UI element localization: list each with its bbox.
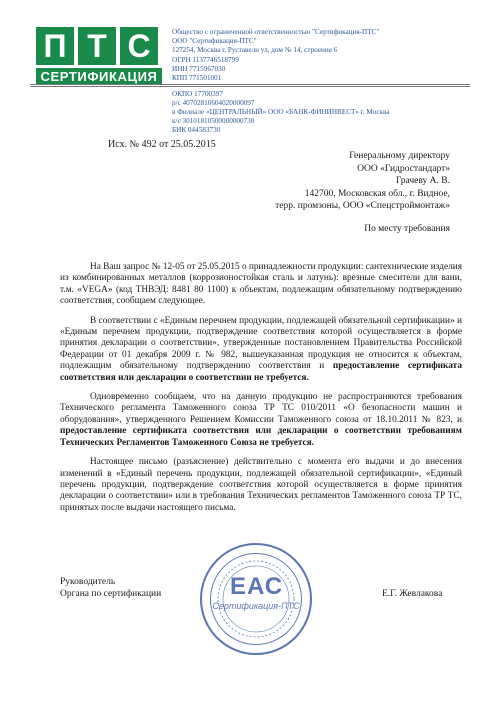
paragraph-request: На Ваш запрос № 12-05 от 25.05.2015 о принадлежности продукции: сантехнические изделия из комбинированных металлов (коррозионостойкая сталь и латунь): врезные смесители для вани, т.м. «VEGA» (код ТНВЭД: 8481 80 1100) к объектам, подлежащим обязательному подтверждению соответствия, сообщаем следующее. (60, 262, 462, 307)
paragraph-technical-conclusion: предоставление сертификата соответствия или декларации о соответствии требованиям Технических Регламентов Таможенного Союза не требуется. (60, 426, 462, 448)
bank-okpo: ОКПО 17700397 (172, 90, 223, 98)
paragraph-regulation-conclusion: предоставление сертификата соответствия или декларации о соответствии не требуется. (60, 361, 462, 383)
bank-bik: БИК 044583730 (172, 126, 221, 134)
logo-letter: П (36, 27, 74, 65)
addressee-block (220, 150, 450, 235)
paragraph-technical-text: Одновременно сообщаем, что на данную продукцию не распространяются требования Технического регламента Таможенного союза ТР ТС 010/2011 «О безопасности машин и оборудования», утвержденного Решением Комиссии Таможенного союза от 18.10.2011 № 823, и (60, 392, 462, 425)
signer-title-line1: Руководитель (60, 577, 116, 587)
organization-details (172, 28, 472, 83)
org-kpp: КПП 771501001 (172, 74, 222, 83)
paragraph-regulation (60, 316, 462, 384)
paragraph-technical-regulation (60, 392, 462, 449)
bank-details (172, 90, 472, 135)
addressee-tail: По месту требования (364, 223, 450, 234)
bank-corr-account: к/с 30101810500000000730 (172, 117, 255, 125)
addressee-address-2: терр. промзоны, ООО «Спецстроймонтаж» (275, 201, 450, 211)
letter-body (60, 262, 462, 522)
bank-name: в Филиале «ЦЕНТРАЛЬНЫЙ» ООО «БАНК-ФИНИНВЕСТ» г. Москва (172, 108, 390, 116)
header-divider (30, 86, 470, 87)
org-full-name: Общество с ограниченной ответственностью "Сертификация-ПТС" (172, 28, 380, 36)
outgoing-number: Исх. № 492 от 25.05.2015 (108, 139, 216, 150)
bank-account: р/с 40702810604020000097 (172, 99, 255, 107)
addressee-company: ООО «Гидростандарт» (357, 163, 450, 174)
addressee-position: Генеральному директору (349, 151, 450, 161)
addressee-address: 142700, Московская обл., г. Видное, (304, 188, 450, 199)
stamp-mark: ЕАС (230, 573, 284, 600)
org-ogrn: ОГРН 1137746518799 (172, 55, 239, 64)
paragraph-validity: Настоящее письмо (разъяснение) действительно с момента его выдачи и до внесения изменений в «Единый перечень продукции, подлежащей обязательной сертификации», «Единый перечень продукции, подтверждение соответствия которой осуществляется в форме принятия декларации о соответствии» или в требования Технических регламентов Таможенного союза ТР ТС, принятых после выдачи настоящего письма. (60, 457, 462, 513)
header-divider (30, 84, 470, 85)
signer-name: Е.Г. Жевлакова (382, 589, 443, 599)
company-logo (36, 27, 162, 85)
org-short-name: ООО "Сертификация-ПТС" (172, 37, 257, 46)
org-address: 127254, Москва г, Руставели ул, дом № 14, строение 6 (172, 46, 338, 55)
logo-letter: Т (78, 27, 116, 65)
logo-subtitle: СЕРТИФИКАЦИЯ (36, 68, 162, 85)
signer-title-line2: Органа по сертификации (60, 589, 162, 599)
logo-letter: С (120, 27, 158, 65)
addressee-person: Грачеву А. В. (395, 176, 450, 186)
signature-block (60, 576, 462, 600)
paragraph-regulation-text: В соответствии с «Единым перечнем продукции, подлежащей обязательной сертификации» и «Единым перечнем продукции, подтверждение соответствия которой осуществляется в форме принятия декларации о соответствии», утвержденные постановлением Правительства Российской Федерации от 01 декабря 2009 г. № 982, вышеуказанная продукция не относится к объектам, подлежащим обязательному подтверждению соответствия и (60, 315, 462, 372)
logo-letters (36, 27, 162, 65)
org-inn: ИНН 7715967030 (172, 64, 226, 73)
stamp-org-name: Сертификация-ПТС (212, 601, 300, 611)
